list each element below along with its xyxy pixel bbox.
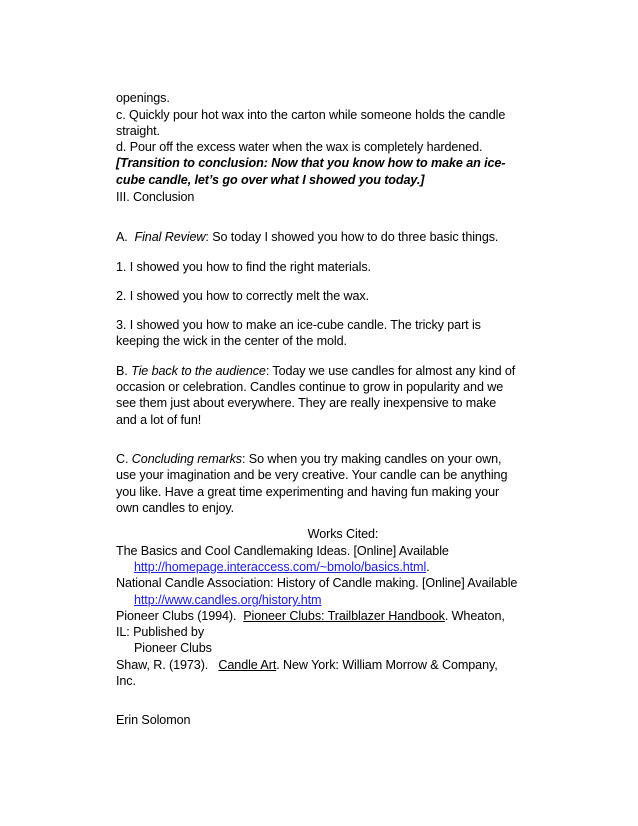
citation-title: Pioneer Clubs: Trailblazer Handbook bbox=[243, 609, 445, 623]
review-item: 1. I showed you how to find the right materials. bbox=[116, 260, 371, 274]
body-line: you like. Have a great time experimenting and having fun making your bbox=[116, 485, 500, 499]
item-prefix: B. bbox=[116, 364, 132, 378]
review-item: keeping the wick in the center of the mold. bbox=[116, 334, 347, 348]
works-cited-heading: Works Cited: bbox=[307, 527, 379, 541]
concluding-line bbox=[116, 451, 501, 468]
citation-link-line bbox=[134, 559, 430, 576]
citation-link[interactable]: http://www.candles.org/history.htm bbox=[134, 593, 322, 607]
body-line: straight. bbox=[116, 124, 160, 138]
tie-back-line bbox=[116, 363, 515, 380]
citation-line: Pioneer Clubs bbox=[134, 641, 212, 655]
author-name: Erin Solomon bbox=[116, 713, 191, 727]
item-text: : Today we use candles for almost any kind of bbox=[265, 364, 516, 378]
section-heading: III. Conclusion bbox=[116, 190, 195, 204]
citation-author: Pioneer Clubs (1994). bbox=[116, 609, 244, 623]
citation-publisher: . Wheaton, bbox=[444, 609, 505, 623]
citation-line bbox=[116, 608, 505, 625]
body-line: and a lot of fun! bbox=[116, 413, 202, 427]
item-label: Concluding remarks bbox=[131, 452, 242, 466]
item-text: : So when you try making candles on your own, bbox=[242, 452, 502, 466]
citation-line: Inc. bbox=[116, 674, 136, 688]
item-label: Tie back to the audience bbox=[131, 364, 266, 378]
citation-line bbox=[116, 657, 498, 674]
transition-line: [Transition to conclusion: Now that you know how to make an ice- bbox=[116, 156, 506, 170]
item-prefix: C. bbox=[116, 452, 132, 466]
citation-line: IL: Published by bbox=[116, 625, 205, 639]
citation-line: The Basics and Cool Candlemaking Ideas. [Online] Available bbox=[116, 544, 449, 558]
body-line: see them just about everywhere. They are really inexpensive to make bbox=[116, 396, 497, 410]
body-line: use your imagination and be very creative. Your candle can be anything bbox=[116, 468, 508, 482]
body-line: c. Quickly pour hot wax into the carton while someone holds the candle bbox=[116, 108, 506, 122]
item-prefix: A. bbox=[116, 230, 135, 244]
final-review-line bbox=[116, 229, 498, 246]
body-line: openings. bbox=[116, 91, 170, 105]
body-line: occasion or celebration. Candles continue to grow in popularity and we bbox=[116, 380, 504, 394]
citation-author: Shaw, R. (1973). bbox=[116, 658, 219, 672]
citation-title: Candle Art bbox=[218, 658, 277, 672]
citation-link-line bbox=[134, 592, 321, 609]
body-line: own candles to enjoy. bbox=[116, 501, 235, 515]
review-item: 3. I showed you how to make an ice-cube candle. The tricky part is bbox=[116, 318, 481, 332]
citation-punct: . bbox=[426, 560, 430, 574]
transition-line: cube candle, let’s go over what I showed you today.] bbox=[116, 173, 425, 187]
citation-link[interactable]: http://homepage.interaccess.com/~bmolo/basics.html bbox=[134, 560, 427, 574]
item-text: : So today I showed you how to do three basic things. bbox=[205, 230, 499, 244]
item-label: Final Review bbox=[134, 230, 206, 244]
citation-publisher: . New York: William Morrow & Company, bbox=[276, 658, 498, 672]
body-line: d. Pour off the excess water when the wax is completely hardened. bbox=[116, 140, 483, 154]
review-item: 2. I showed you how to correctly melt the wax. bbox=[116, 289, 369, 303]
citation-line: National Candle Association: History of Candle making. [Online] Available bbox=[116, 576, 518, 590]
